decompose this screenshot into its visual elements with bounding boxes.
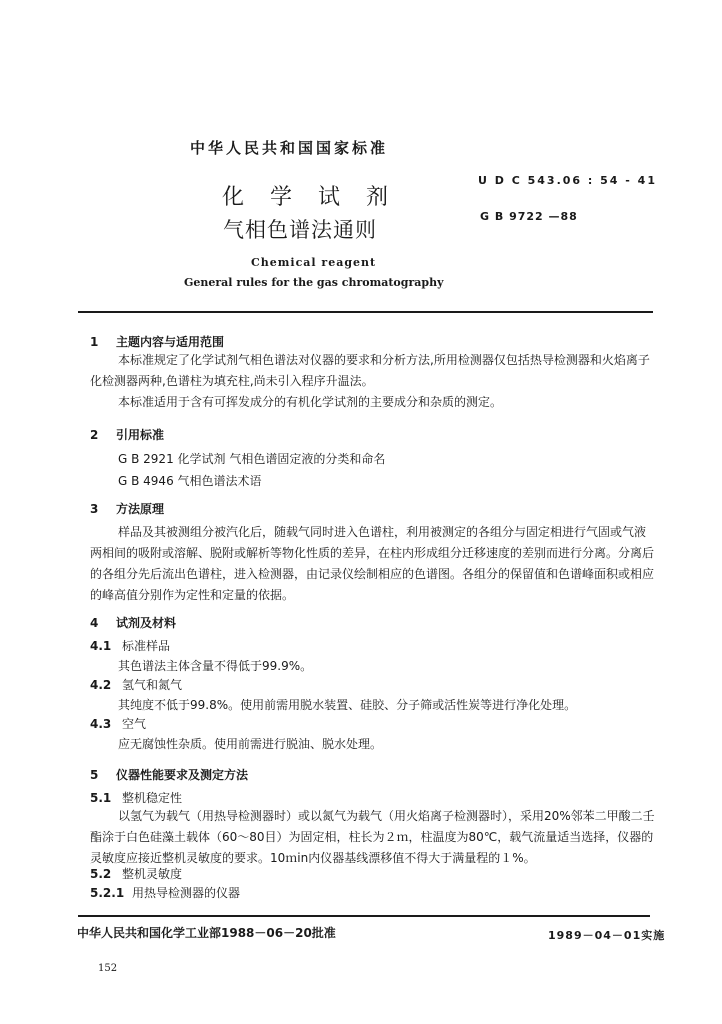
subsection-4-3-heading	[90, 715, 146, 732]
section-title: 主题内容与适用范围	[116, 335, 225, 349]
subsection-number: 5.1	[90, 791, 112, 805]
subsection-4-1-text: 其色谱法主体含量不得低于99.9%。	[118, 659, 313, 673]
subsection-5-2-1-heading	[90, 884, 240, 901]
section-title: 方法原理	[116, 502, 165, 516]
subsection-title: 用热导检测器的仪器	[132, 886, 241, 900]
subsection-title: 空气	[122, 717, 147, 731]
section-3-heading	[90, 500, 164, 517]
subsection-title: 整机稳定性	[122, 791, 183, 805]
subsection-4-1-heading	[90, 637, 170, 654]
section-number: 2	[90, 428, 99, 442]
approval-note: 中华人民共和国化学工业部1988－06－20批准	[77, 926, 336, 940]
reference-item-2: G B 4946 气相色谱法术语	[118, 474, 262, 488]
udc-code: U D C 543.06 : 54 - 41	[478, 174, 657, 187]
subsection-title: 标准样品	[122, 639, 171, 653]
subsection-5-1-paragraph: 以氢气为载气（用热导检测器时）或以氮气为载气（用火焰离子检测器时），采用20%邻苯二甲酸二壬酯涂于白色硅藻土载体（60～80目）为固定相，柱长为２ｍ，柱温度为80℃，载气流量适当选择，仪器的灵敏度应接近整机灵敏度的要求。10ｍin内仪器基线漂移值不得大于满量程的１%。	[90, 809, 655, 865]
section-number: 4	[90, 616, 99, 630]
subsection-number: 5.2	[90, 867, 112, 881]
document-title-cn-line1: 化学试剂	[222, 185, 415, 210]
section-1-heading	[90, 333, 224, 350]
section-4-heading	[90, 614, 176, 631]
section-title: 引用标准	[116, 428, 165, 442]
document-title-en-line1: Chemical reagent	[251, 256, 377, 269]
section-number: 1	[90, 335, 99, 349]
section-1-paragraph-1: 本标准规定了化学试剂气相色谱法对仪器的要求和分析方法,所用检测器仅包括热导检测器和火焰离子化检测器两种,色谱柱为填充柱,尚未引入程序升温法。	[90, 353, 650, 388]
footer-divider	[78, 915, 650, 917]
section-2-heading	[90, 426, 164, 443]
subsection-title: 整机灵敏度	[122, 867, 183, 881]
section-title: 仪器性能要求及测定方法	[116, 768, 249, 782]
subsection-number: 5.2.1	[90, 886, 125, 900]
subsection-title: 氢气和氮气	[122, 678, 183, 692]
gb-standard-number: G B 9722 —88	[480, 210, 578, 223]
section-5-heading	[90, 766, 248, 783]
page-number: 152	[98, 963, 118, 974]
section-1-paragraph-2: 本标准适用于含有可挥发成分的有机化学试剂的主要成分和杂质的测定。	[118, 395, 503, 409]
subsection-4-2-text: 其纯度不低于99.8%。使用前需用脱水装置、硅胶、分子筛或活性炭等进行净化处理。	[118, 698, 577, 712]
section-number: 3	[90, 502, 99, 516]
effective-date: 1989－04－01实施	[548, 929, 666, 942]
document-title-en-line2: General rules for the gas chromatography	[184, 276, 444, 289]
document-title-cn-line2: 气相色谱法通则	[223, 218, 377, 242]
country-standard-heading: 中华人民共和国国家标准	[190, 139, 389, 157]
section-number: 5	[90, 768, 99, 782]
section-title: 试剂及材料	[116, 616, 177, 630]
reference-item-1: G B 2921 化学试剂 气相色谱固定液的分类和命名	[118, 452, 386, 466]
subsection-number: 4.1	[90, 639, 112, 653]
section-3-paragraph: 样品及其被测组分被汽化后，随载气同时进入色谱柱，利用被测定的各组分与固定相进行气固或气液两相间的吸附或溶解、脱附或解析等物化性质的差异，在柱内形成组分迁移速度的差别而进行分离。分离后的各组分先后流出色谱柱，进入检测器，由记录仪绘制相应的色谱图。各组分的保留值和色谱峰面积或相应的峰高值分别作为定性和定量的依据。	[90, 525, 655, 602]
subsection-5-2-heading	[90, 865, 182, 882]
subsection-5-1-heading	[90, 789, 182, 806]
subsection-number: 4.2	[90, 678, 112, 692]
subsection-4-2-heading	[90, 676, 182, 693]
subsection-4-3-text: 应无腐蚀性杂质。使用前需进行脱油、脱水处理。	[118, 737, 383, 751]
header-divider	[78, 311, 653, 313]
subsection-number: 4.3	[90, 717, 112, 731]
